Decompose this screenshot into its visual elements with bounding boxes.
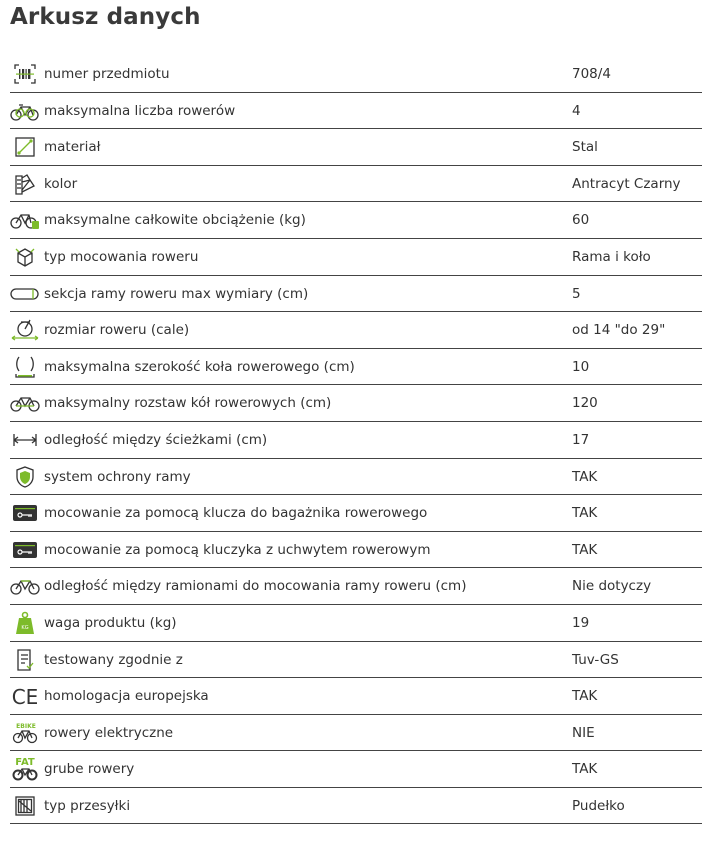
material-icon [10, 134, 40, 160]
ce-mark-text: CE [11, 685, 39, 708]
table-row [10, 312, 702, 349]
table-row [10, 568, 702, 605]
data-sheet-table [10, 56, 702, 824]
track-distance-icon [10, 427, 40, 453]
table-row [10, 532, 702, 569]
row-label: maksymalna liczba rowerów [44, 102, 236, 119]
row-label: mocowanie za pomocą klucza do bagażnika rowerowego [44, 505, 428, 522]
table-row [10, 751, 702, 788]
row-value: 17 [572, 431, 590, 448]
ebike-icon [10, 720, 40, 746]
fat-bike-icon [10, 756, 40, 782]
row-label: odległość między ścieżkami (cm) [44, 431, 268, 448]
row-label: materiał [44, 139, 101, 156]
table-row [10, 166, 702, 203]
table-row [10, 129, 702, 166]
row-label: odległość między ramionami do mocowania ramy roweru (cm) [44, 578, 467, 595]
row-label: typ przesyłki [44, 797, 131, 814]
bike-mount-type-icon [10, 244, 40, 270]
table-row [10, 56, 702, 93]
row-label: rowery elektryczne [44, 724, 174, 741]
holder-key-lock-icon [10, 537, 40, 563]
table-row [10, 422, 702, 459]
table-row [10, 459, 702, 496]
table-row [10, 642, 702, 679]
row-value: 19 [572, 614, 590, 631]
row-value: Stal [572, 139, 598, 156]
row-value: 708/4 [572, 66, 611, 82]
row-value: Rama i koło [572, 248, 651, 265]
row-value: 10 [572, 358, 590, 375]
row-label: rozmiar roweru (cale) [44, 322, 190, 339]
row-value: Antracyt Czarny [572, 175, 681, 192]
row-label: typ mocowania roweru [44, 248, 199, 265]
table-row [10, 605, 702, 642]
arm-distance-icon [10, 573, 40, 599]
table-row [10, 788, 702, 825]
bike-size-icon [10, 317, 40, 343]
row-label: waga produktu (kg) [44, 614, 177, 631]
row-label: maksymalny rozstaw kół rowerowych (cm) [44, 395, 332, 412]
weight-icon [10, 610, 40, 636]
frame-section-icon [10, 281, 40, 307]
frame-protection-icon [10, 464, 40, 490]
row-value: TAK [572, 468, 598, 485]
bikes-count-icon [10, 98, 40, 124]
row-value: TAK [572, 505, 598, 522]
shipping-box-icon [10, 793, 40, 819]
row-value: Pudełko [572, 797, 625, 814]
row-value: Nie dotyczy [572, 578, 652, 595]
table-row [10, 495, 702, 532]
table-row [10, 239, 702, 276]
table-row [10, 715, 702, 752]
row-value: Tuv-GS [572, 651, 619, 668]
row-value: 5 [572, 285, 581, 302]
row-value: od 14 "do 29" [572, 322, 666, 339]
wheel-width-icon [10, 354, 40, 380]
row-value: TAK [572, 761, 598, 778]
row-label: maksymalna szerokość koła rowerowego (cm) [44, 358, 355, 375]
test-document-icon [10, 647, 40, 673]
row-value: 4 [572, 102, 581, 119]
row-value: NIE [572, 724, 595, 741]
row-value: 60 [572, 212, 590, 229]
ebike-icon-text: EBIKE [16, 722, 36, 730]
color-palette-icon [10, 171, 40, 197]
row-label: numer przedmiotu [44, 66, 170, 82]
row-label: system ochrony ramy [44, 468, 191, 485]
barcode-icon [10, 61, 40, 87]
weight-icon-text: KG [21, 624, 29, 631]
table-row [10, 93, 702, 130]
row-label: mocowanie za pomocą kluczyka z uchwytem rowerowym [44, 541, 431, 558]
row-value: TAK [572, 541, 598, 558]
table-row [10, 349, 702, 386]
row-label: grube rowery [44, 761, 135, 778]
bike-load-icon [10, 207, 40, 233]
wheelbase-icon [10, 390, 40, 416]
row-label: kolor [44, 175, 78, 192]
table-row [10, 678, 702, 715]
row-label: sekcja ramy roweru max wymiary (cm) [44, 285, 309, 302]
table-row [10, 202, 702, 239]
row-value: TAK [572, 688, 598, 705]
ce-mark-icon [10, 683, 40, 709]
rack-key-lock-icon [10, 500, 40, 526]
page-title: Arkusz danych [10, 4, 201, 30]
fat-bike-icon-text: FAT [15, 757, 35, 769]
table-row [10, 276, 702, 313]
row-label: maksymalne całkowite obciążenie (kg) [44, 212, 306, 229]
row-label: homologacja europejska [44, 688, 209, 705]
row-label: testowany zgodnie z [44, 651, 183, 668]
row-value: 120 [572, 395, 598, 412]
table-row [10, 385, 702, 422]
